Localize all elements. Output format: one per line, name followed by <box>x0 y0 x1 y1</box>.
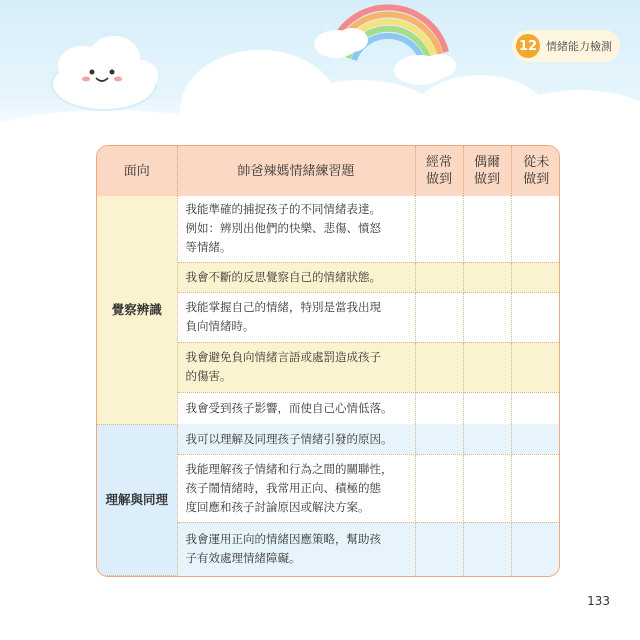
check-cell-never[interactable] <box>511 342 560 392</box>
rainbow-icon <box>314 7 456 85</box>
check-cell-occasional[interactable] <box>463 262 511 292</box>
practice-item: 我能掌握自己的情緒，特別是當我出現 負向情緒時。 <box>177 292 415 342</box>
practice-item: 我能理解孩子情緒和行為之間的關聯性， 孩子鬧情緒時，我常用正向、積極的態 度回應和孩子討論原因或解決方案。 <box>177 454 415 522</box>
table-row <box>97 424 560 454</box>
practice-item: 我會不斷的反思覺察自己的情緒狀態。 <box>177 262 415 292</box>
header-often: 經常 做到 <box>415 146 463 196</box>
check-cell-occasional[interactable] <box>463 392 511 424</box>
practice-item: 我能準確的捕捉孩子的不同情緒表達。 例如：辨別出他們的快樂、悲傷、憤怒 等情緒。 <box>177 196 415 262</box>
practice-item: 我可以理解及同理孩子情緒引發的原因。 <box>177 424 415 454</box>
group-understanding <box>97 424 560 575</box>
check-cell-never[interactable] <box>511 262 560 292</box>
practice-item: 我會受到孩子影響，而使自己心情低落。 <box>177 392 415 424</box>
header-illustration <box>0 0 640 160</box>
check-cell-occasional[interactable] <box>463 196 511 262</box>
header-practice: 帥爸辣媽情緒練習題 <box>177 146 415 196</box>
check-cell-often[interactable] <box>415 292 463 342</box>
table-row <box>97 196 560 262</box>
check-cell-never[interactable] <box>511 392 560 424</box>
check-cell-occasional[interactable] <box>463 342 511 392</box>
check-cell-often[interactable] <box>415 522 463 575</box>
chapter-title: 情緒能力檢測 <box>546 40 612 53</box>
check-cell-often[interactable] <box>415 262 463 292</box>
check-cell-occasional[interactable] <box>463 424 511 454</box>
header-never: 從未 做到 <box>511 146 560 196</box>
check-cell-never[interactable] <box>511 454 560 522</box>
practice-item: 我會避免負向情緒言語或處罰造成孩子 的傷害。 <box>177 342 415 392</box>
check-cell-often[interactable] <box>415 342 463 392</box>
check-cell-never[interactable] <box>511 522 560 575</box>
check-cell-often[interactable] <box>415 424 463 454</box>
table-header-row <box>97 146 560 196</box>
category-understanding: 理解與同理 <box>97 424 177 575</box>
emotion-checklist-table <box>96 145 560 577</box>
check-cell-never[interactable] <box>511 196 560 262</box>
check-cell-often[interactable] <box>415 392 463 424</box>
page-number: 133 <box>587 594 610 608</box>
check-cell-never[interactable] <box>511 424 560 454</box>
check-cell-often[interactable] <box>415 454 463 522</box>
chapter-badge <box>512 30 620 62</box>
check-cell-never[interactable] <box>511 292 560 342</box>
check-cell-occasional[interactable] <box>463 454 511 522</box>
smiling-cloud-icon <box>52 36 158 110</box>
check-cell-often[interactable] <box>415 196 463 262</box>
category-awareness: 覺察辨識 <box>97 196 177 424</box>
check-cell-occasional[interactable] <box>463 522 511 575</box>
check-cell-occasional[interactable] <box>463 292 511 342</box>
header-aspect: 面向 <box>97 146 177 196</box>
header-occasional: 偶爾 做到 <box>463 146 511 196</box>
practice-item: 我會運用正向的情緒因應策略，幫助孩 子有效處理情緒障礙。 <box>177 522 415 575</box>
group-awareness <box>97 196 560 424</box>
chapter-number: 12 <box>516 34 540 58</box>
